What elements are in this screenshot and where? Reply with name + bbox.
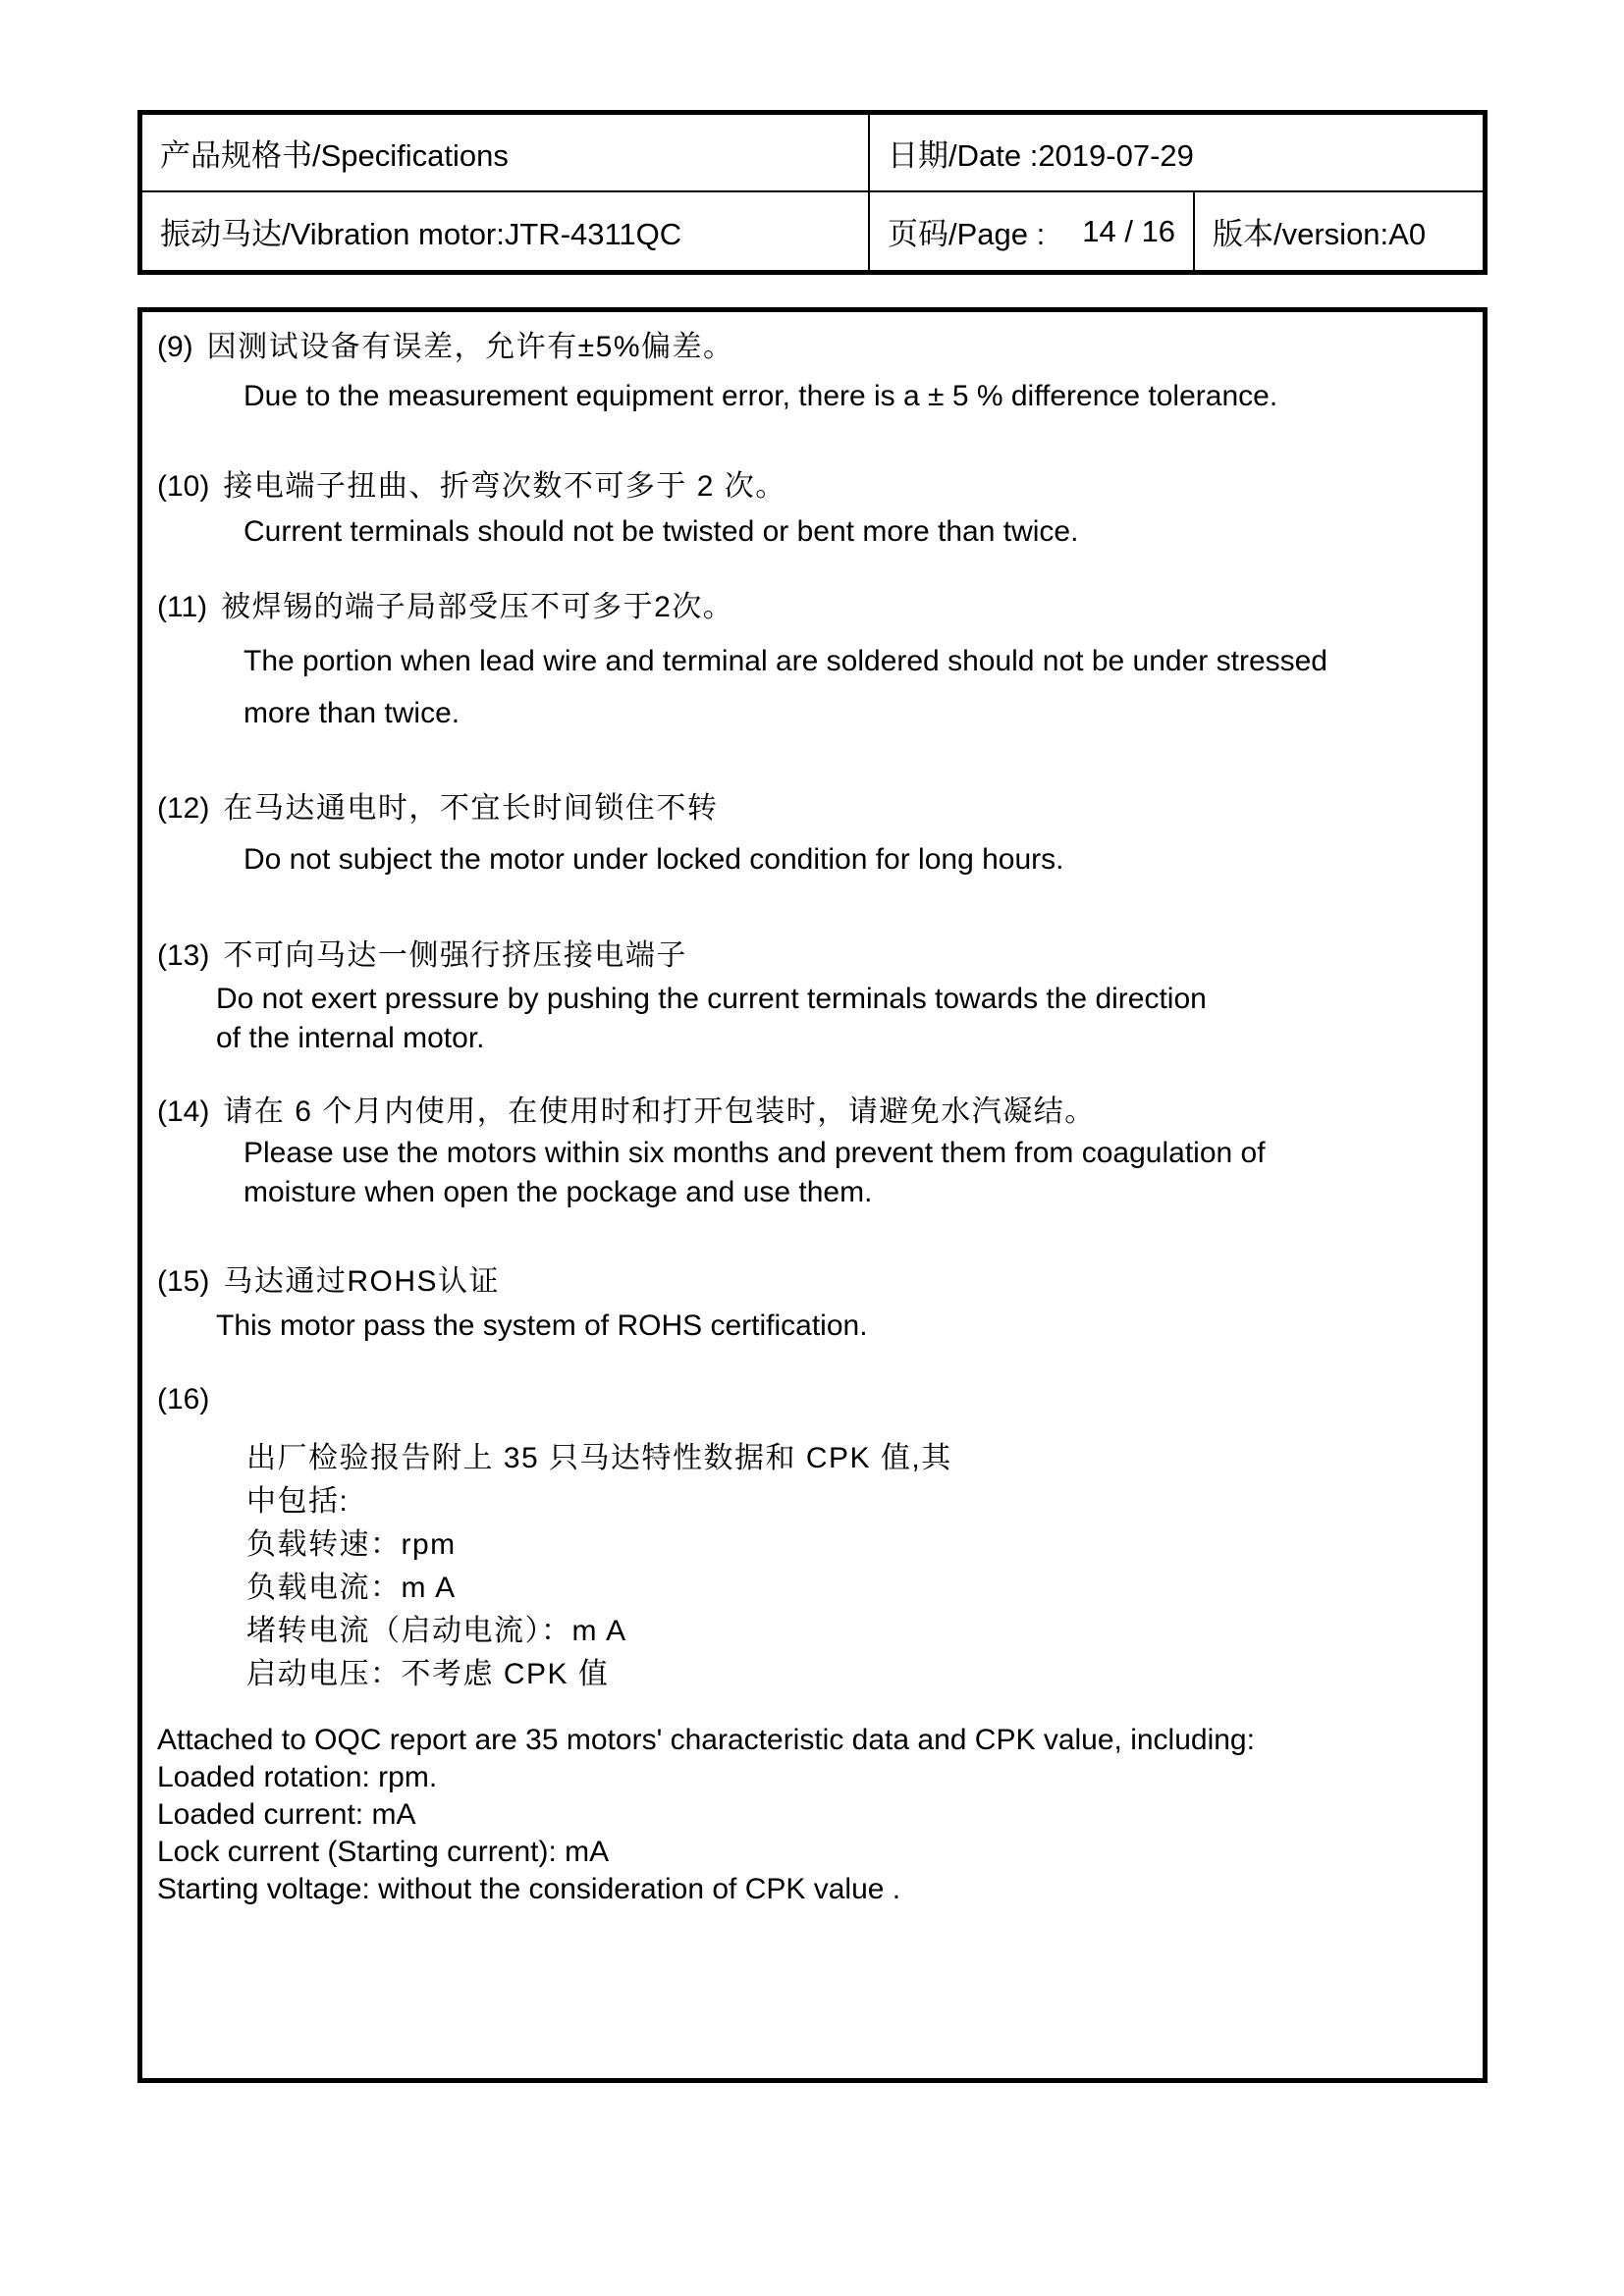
item-12-zh: (12) 在马达通电时，不宜长时间锁住不转 (157, 787, 1455, 830)
oqc-zh-starting-voltage: 启动电压：不考虑 CPK 值 (246, 1658, 610, 1690)
spec-item-9 (157, 326, 1455, 418)
item-11-number: (11) (157, 591, 208, 623)
oqc-details-zh (157, 1437, 1455, 1696)
page-cell (868, 192, 1193, 270)
item-12-number: (12) (157, 792, 210, 825)
spec-title: 产品规格书/Specifications (160, 138, 509, 173)
date-cell: 日期/Date :2019-07-29 (868, 115, 1483, 190)
page-label: 页码/Page : (888, 217, 1046, 251)
item-13-zh: (13) 不可向马达一侧强行挤压接电端子 (157, 934, 1455, 978)
item-10-zh: (10) 接电端子扭曲、折弯次数不可多于 2 次。 (157, 465, 1455, 508)
oqc-en-intro: Attached to OQC report are 35 motors' characteristic data and CPK value, including: (157, 1724, 1255, 1756)
notes-content-box (137, 307, 1488, 2083)
item-13-en-line2: of the internal motor. (216, 1022, 485, 1054)
item-9-number: (9) (157, 331, 193, 363)
spec-item-16 (157, 1378, 1455, 1421)
oqc-zh-line1: 出厂检验报告附上 35 只马达特性数据和 CPK 值,其 (246, 1442, 952, 1474)
item-14-number: (14) (157, 1095, 210, 1128)
oqc-en-lock-current: Lock current (Starting current): mA (157, 1836, 610, 1868)
item-11-en-line2: more than twice. (244, 697, 460, 729)
oqc-en-loaded-rotation: Loaded rotation: rpm. (157, 1761, 438, 1793)
product-cell: 振动马达/Vibration motor:JTR-4311QC (160, 217, 682, 251)
item-14-zh: (14) 请在 6 个月内使用，在使用时和打开包装时，请避免水汽凝结。 (157, 1091, 1455, 1134)
item-15-zh: (15) 马达通过ROHS认证 (157, 1260, 1455, 1304)
spec-item-14 (157, 1091, 1455, 1212)
item-16-number-line (157, 1378, 1455, 1421)
oqc-zh-lock-current: 堵转电流（启动电流）：m A (246, 1615, 627, 1647)
item-9-zh: (9) 因测试设备有误差，允许有±5%偏差。 (157, 326, 1455, 369)
item-12-en: Do not subject the motor under locked condition for long hours. (244, 843, 1064, 876)
item-10-number: (10) (157, 470, 210, 503)
spec-item-11 (157, 586, 1455, 735)
oqc-zh-line2: 中包括: (246, 1485, 350, 1518)
item-9-en: Due to the measurement equipment error, there is a ± 5 % difference tolerance. (244, 380, 1278, 412)
spec-item-13 (157, 934, 1455, 1058)
item-13-number: (13) (157, 939, 210, 972)
spec-item-10 (157, 465, 1455, 554)
item-11-en-line1: The portion when lead wire and terminal are soldered should not be under stressed (244, 645, 1327, 677)
header-table (137, 110, 1488, 275)
item-14-en-line2: moisture when open the pockage and use them. (244, 1176, 873, 1208)
item-10-en: Current terminals should not be twisted or bent more than twice. (244, 515, 1079, 548)
item-15-number: (15) (157, 1265, 210, 1298)
page-number: 14 / 16 (1082, 213, 1176, 248)
spec-item-15 (157, 1260, 1455, 1348)
item-13-en-line1: Do not exert pressure by pushing the current terminals towards the direction (216, 983, 1207, 1015)
oqc-en-starting-voltage: Starting voltage: without the consideration of CPK value . (157, 1873, 901, 1905)
item-16-number: (16) (157, 1383, 210, 1415)
item-14-en-line1: Please use the motors within six months and prevent them from coagulation of (244, 1137, 1266, 1169)
version-cell: 版本/version:A0 (1193, 192, 1483, 270)
oqc-zh-loaded-rotation: 负载转速：rpm (246, 1528, 457, 1561)
oqc-details-en (157, 1722, 1455, 1908)
item-11-zh: (11) 被焊锡的端子局部受压不可多于2次。 (157, 586, 1455, 629)
oqc-en-loaded-current: Loaded current: mA (157, 1798, 416, 1831)
oqc-zh-loaded-current: 负载电流：m A (246, 1572, 457, 1604)
item-15-en: This motor pass the system of ROHS certification. (216, 1309, 868, 1342)
spec-item-12 (157, 787, 1455, 881)
